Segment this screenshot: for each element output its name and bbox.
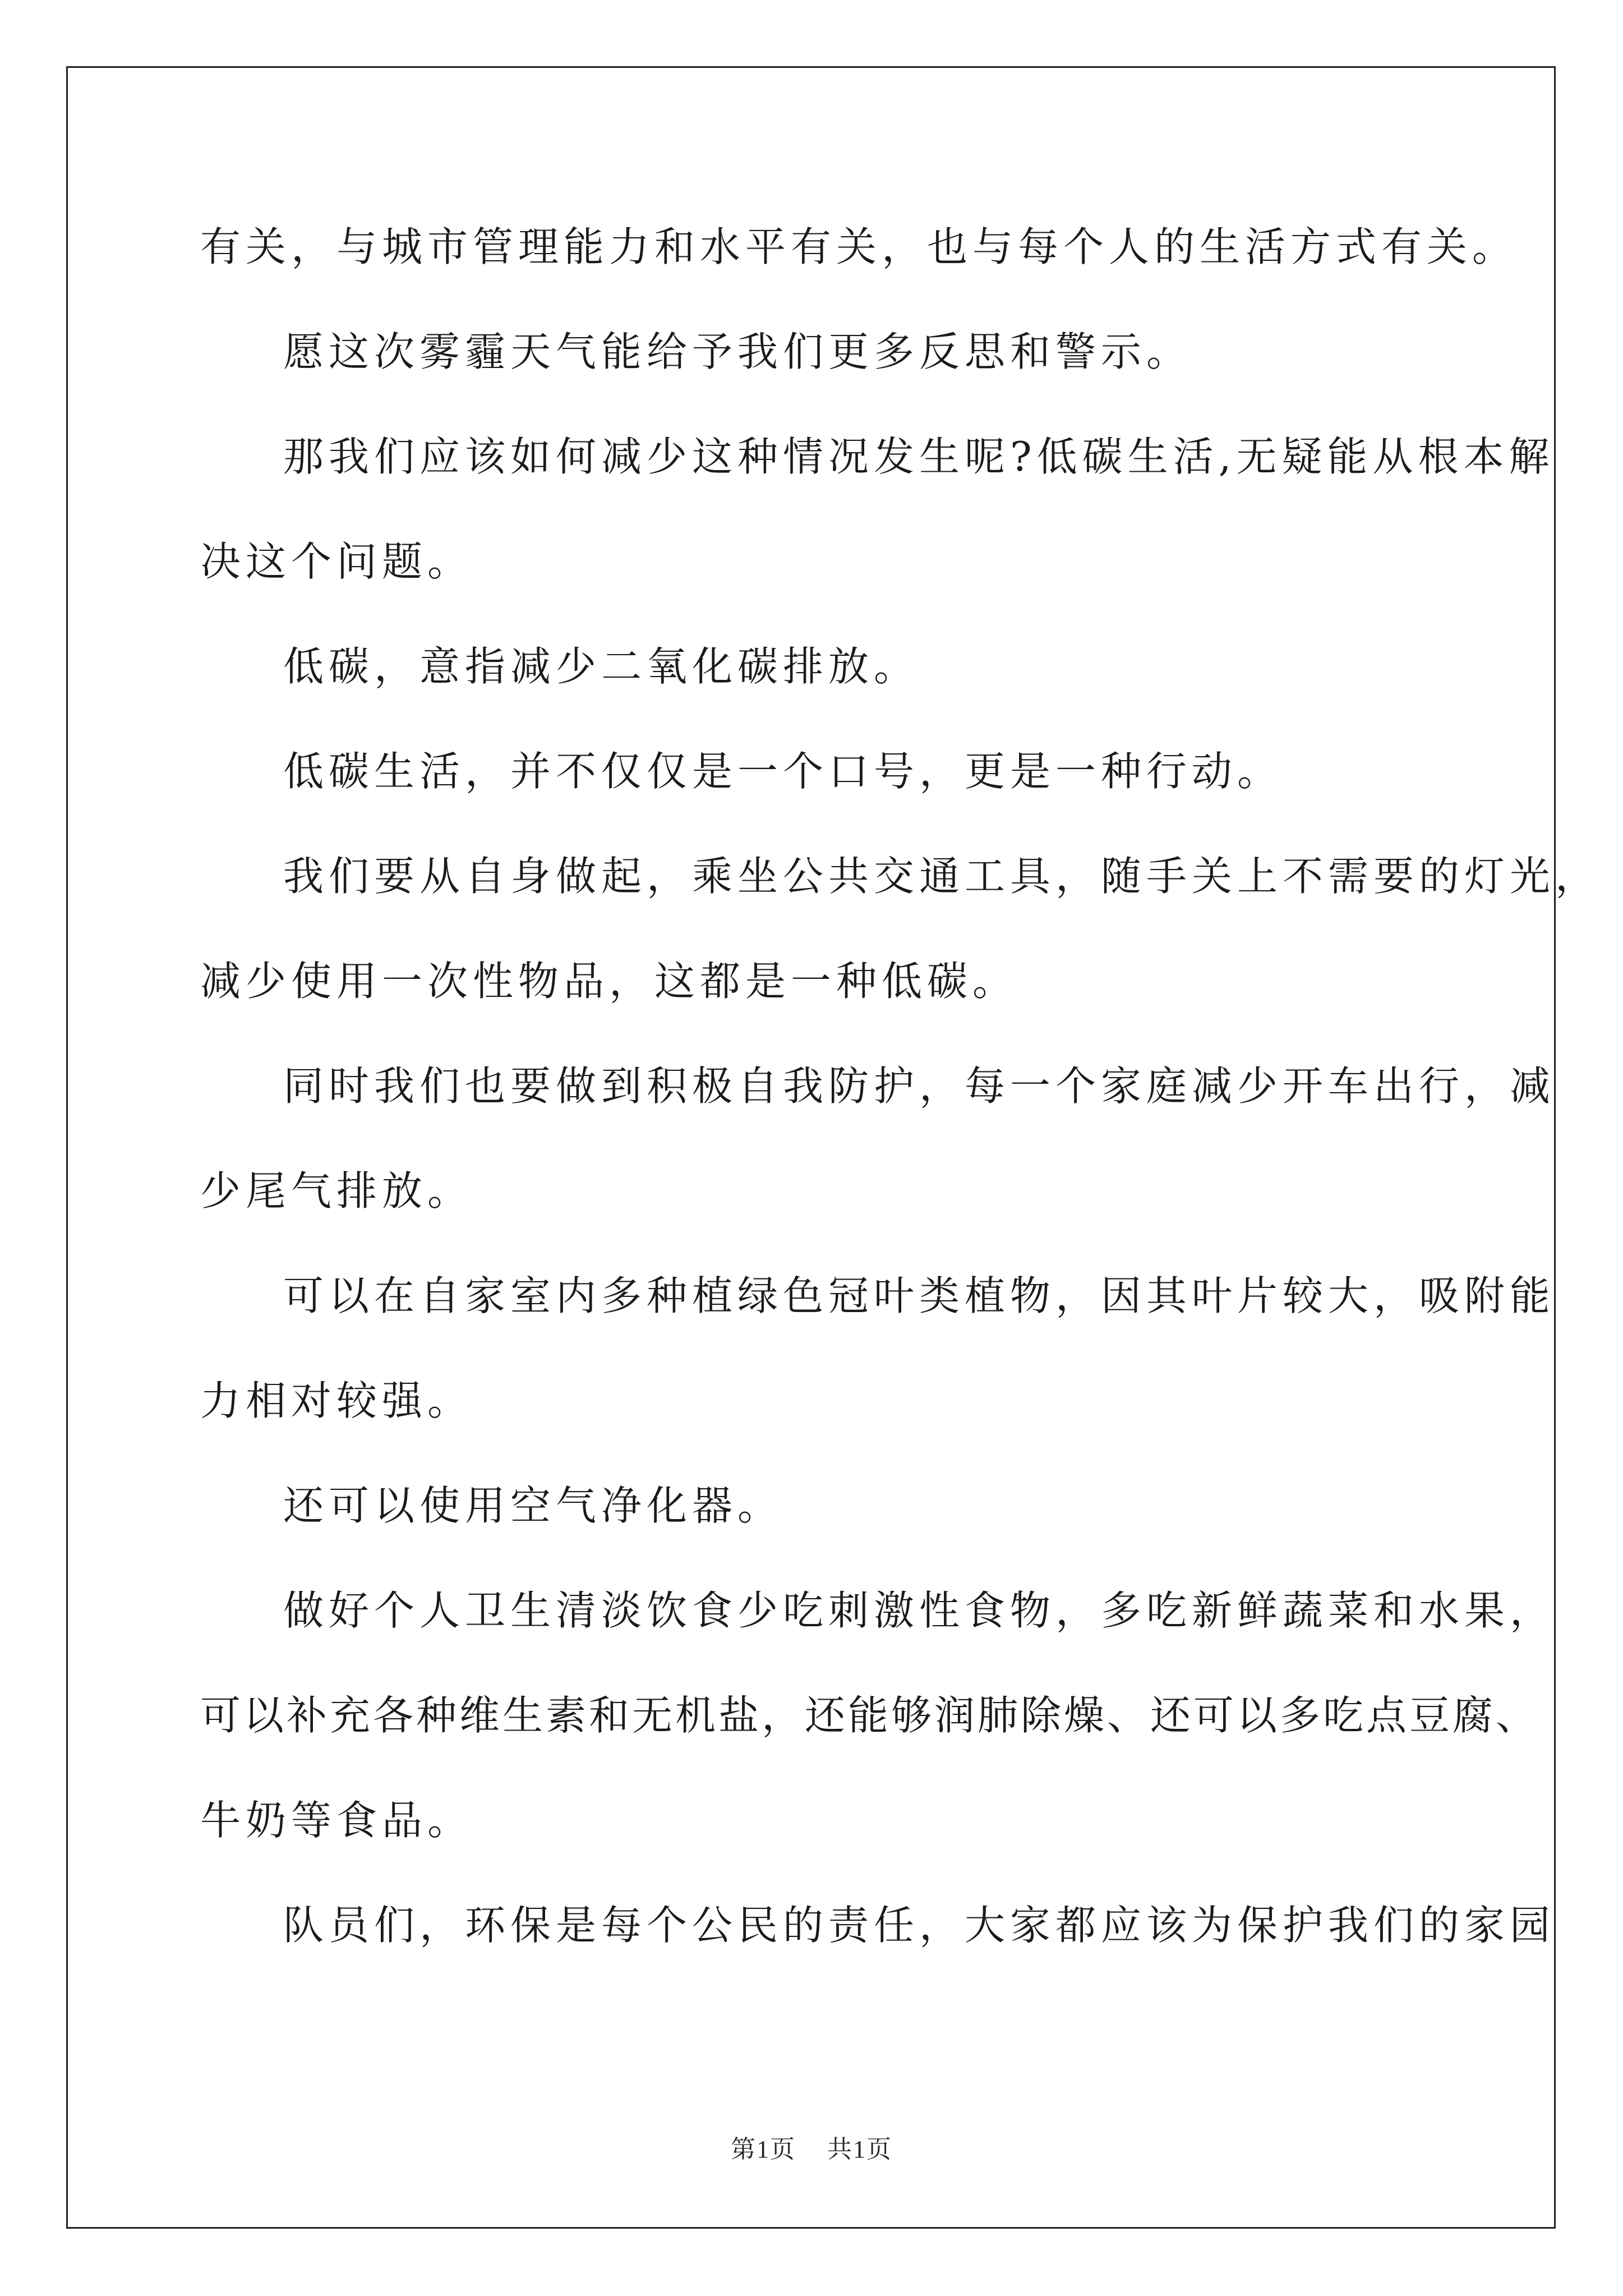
text-line: 决这个问题。 (200, 538, 473, 585)
text-line: 低碳生活，并不仅仅是一个口号，更是一种行动。 (283, 748, 1283, 795)
text-line: 可以补充各种维生素和无机盐，还能够润肺除燥、还可以多吃点豆腐、 (200, 1692, 1539, 1739)
text-line: 可以在自家室内多种植绿色冠叶类植物，因其叶片较大，吸附能 (283, 1272, 1556, 1319)
text-line: 有关，与城市管理能力和水平有关，也与每个人的生活方式有关。 (200, 223, 1518, 270)
page-footer (0, 2134, 1623, 2165)
text-line: 我们要从自身做起，乘坐公共交通工具，随手关上不需要的灯光， (283, 853, 1601, 900)
text-line: 做好个人卫生清淡饮食少吃刺激性食物，多吃新鲜蔬菜和水果， (283, 1587, 1556, 1634)
page-number: 第1页 (731, 2136, 796, 2163)
page-total: 共1页 (827, 2136, 892, 2163)
text-line: 力相对较强。 (200, 1377, 473, 1424)
text-line: 牛奶等食品。 (200, 1797, 473, 1844)
text-line: 那我们应该如何减少这种情况发生呢?低碳生活,无疑能从根本解 (283, 433, 1555, 480)
text-line: 低碳，意指减少二氧化碳排放。 (283, 643, 920, 690)
text-line: 愿这次雾霾天气能给予我们更多反思和警示。 (283, 328, 1192, 375)
text-line: 队员们，环保是每个公民的责任，大家都应该为保护我们的家园 (283, 1902, 1556, 1949)
text-line: 少尾气排放。 (200, 1167, 473, 1214)
text-line: 还可以使用空气净化器。 (283, 1482, 783, 1529)
text-line: 减少使用一次性物品，这都是一种低碳。 (200, 958, 1018, 1005)
text-line: 同时我们也要做到积极自我防护，每一个家庭减少开车出行，减 (283, 1062, 1556, 1110)
